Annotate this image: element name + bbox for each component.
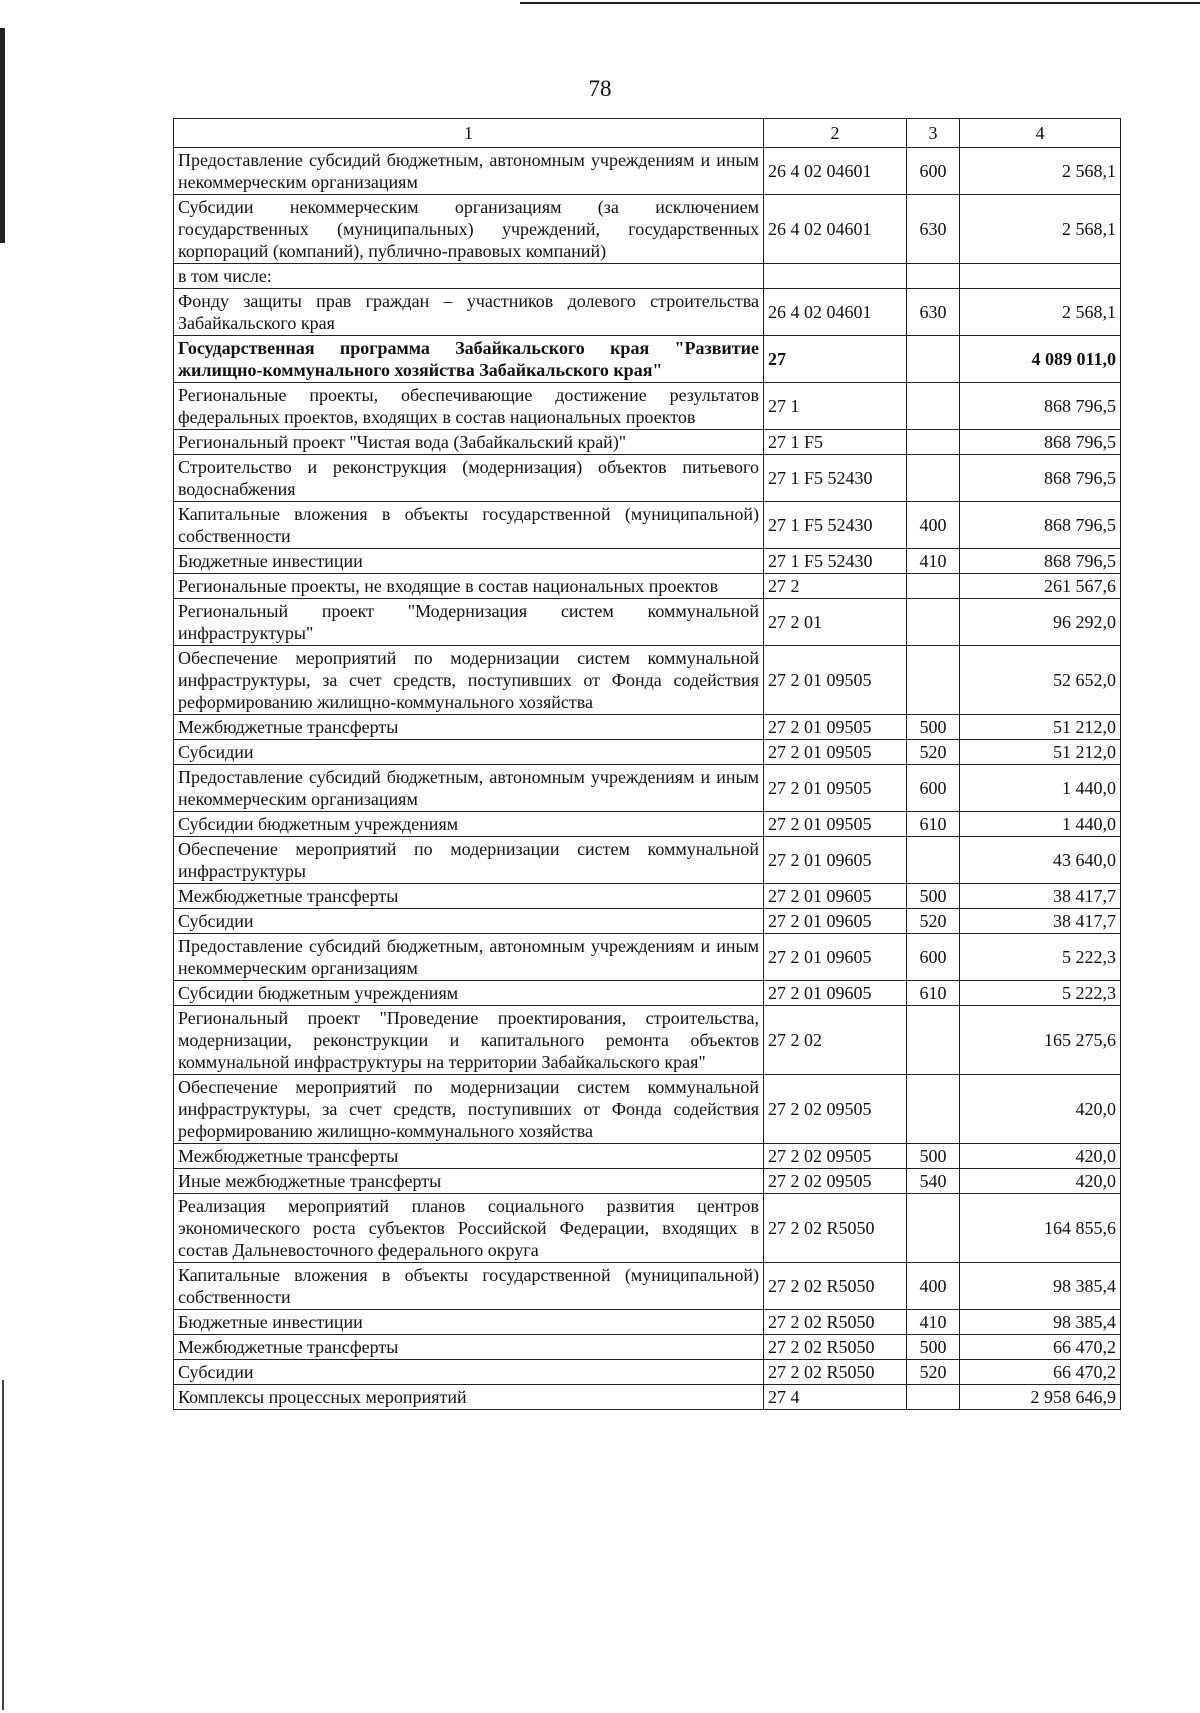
- row-amount-cell: 420,0: [960, 1169, 1121, 1194]
- row-code-cell: 27 2 01 09605: [764, 884, 907, 909]
- table-row: [174, 981, 1121, 1006]
- row-code-cell: 27 2 01 09605: [764, 934, 907, 981]
- row-code-cell: 27 2 01 09505: [764, 812, 907, 837]
- row-type-cell: 600: [907, 765, 960, 812]
- row-amount-cell: 868 796,5: [960, 549, 1121, 574]
- row-amount-cell: 2 568,1: [960, 289, 1121, 336]
- row-name-cell: Капитальные вложения в объекты государственной (муниципальной) собственности: [174, 502, 764, 549]
- row-code-cell: 27 1 F5 52430: [764, 549, 907, 574]
- row-code-cell: 27 1 F5 52430: [764, 502, 907, 549]
- budget-table-body: [174, 119, 1121, 1410]
- row-type-cell: 500: [907, 1144, 960, 1169]
- row-amount-cell: 96 292,0: [960, 599, 1121, 646]
- row-type-cell: [907, 599, 960, 646]
- table-row: [174, 289, 1121, 336]
- row-amount-cell: 164 855,6: [960, 1194, 1121, 1263]
- row-amount-cell: [960, 264, 1121, 289]
- budget-table: [173, 118, 1121, 1410]
- row-type-cell: 520: [907, 909, 960, 934]
- row-type-cell: 520: [907, 740, 960, 765]
- table-row: [174, 1310, 1121, 1335]
- row-name-cell: Комплексы процессных мероприятий: [174, 1385, 764, 1410]
- row-type-cell: 500: [907, 1335, 960, 1360]
- row-amount-cell: 51 212,0: [960, 740, 1121, 765]
- header-col-1: 1: [174, 119, 764, 148]
- row-type-cell: 610: [907, 812, 960, 837]
- row-code-cell: 27 2 01 09505: [764, 765, 907, 812]
- row-code-cell: 27: [764, 336, 907, 383]
- row-name-cell: Межбюджетные трансферты: [174, 1335, 764, 1360]
- row-amount-cell: 38 417,7: [960, 909, 1121, 934]
- row-name-cell: Региональный проект "Модернизация систем коммунальной инфраструктуры": [174, 599, 764, 646]
- table-row: [174, 430, 1121, 455]
- row-amount-cell: 165 275,6: [960, 1006, 1121, 1075]
- row-code-cell: 27 1 F5 52430: [764, 455, 907, 502]
- table-row: [174, 1360, 1121, 1385]
- row-code-cell: 27 1 F5: [764, 430, 907, 455]
- scan-top-border-line: [520, 2, 1200, 4]
- table-row: [174, 1385, 1121, 1410]
- row-name-cell: Субсидии бюджетным учреждениям: [174, 812, 764, 837]
- table-row: [174, 1075, 1121, 1144]
- table-row: [174, 837, 1121, 884]
- row-type-cell: [907, 383, 960, 430]
- table-row: [174, 1169, 1121, 1194]
- header-col-3: 3: [907, 119, 960, 148]
- row-code-cell: 27 2 02: [764, 1006, 907, 1075]
- table-row: [174, 574, 1121, 599]
- row-amount-cell: 52 652,0: [960, 646, 1121, 715]
- row-name-cell: Обеспечение мероприятий по модернизации систем коммунальной инфраструктуры: [174, 837, 764, 884]
- row-code-cell: 27 2 01 09605: [764, 837, 907, 884]
- row-type-cell: 400: [907, 1263, 960, 1310]
- table-row: [174, 599, 1121, 646]
- row-code-cell: 26 4 02 04601: [764, 289, 907, 336]
- row-amount-cell: 420,0: [960, 1075, 1121, 1144]
- row-code-cell: 27 1: [764, 383, 907, 430]
- row-type-cell: 500: [907, 884, 960, 909]
- table-row: [174, 1194, 1121, 1263]
- table-row: [174, 884, 1121, 909]
- table-row: [174, 740, 1121, 765]
- row-type-cell: 410: [907, 1310, 960, 1335]
- table-row: [174, 1263, 1121, 1310]
- row-amount-cell: 98 385,4: [960, 1310, 1121, 1335]
- table-row: [174, 148, 1121, 195]
- row-type-cell: 400: [907, 502, 960, 549]
- row-code-cell: 27 4: [764, 1385, 907, 1410]
- table-row: [174, 909, 1121, 934]
- row-name-cell: Государственная программа Забайкальского края "Развитие жилищно-коммунального хозяйства Забайкальского края": [174, 336, 764, 383]
- row-amount-cell: 66 470,2: [960, 1335, 1121, 1360]
- row-name-cell: Фонду защиты прав граждан – участников долевого строительства Забайкальского края: [174, 289, 764, 336]
- row-code-cell: 27 2 01 09505: [764, 715, 907, 740]
- row-name-cell: Субсидии бюджетным учреждениям: [174, 981, 764, 1006]
- row-amount-cell: 261 567,6: [960, 574, 1121, 599]
- table-row: [174, 715, 1121, 740]
- row-amount-cell: 4 089 011,0: [960, 336, 1121, 383]
- row-name-cell: Межбюджетные трансферты: [174, 1144, 764, 1169]
- row-amount-cell: 1 440,0: [960, 765, 1121, 812]
- row-amount-cell: 868 796,5: [960, 430, 1121, 455]
- row-name-cell: Субсидии: [174, 909, 764, 934]
- row-name-cell: Обеспечение мероприятий по модернизации систем коммунальной инфраструктуры, за счет средств, поступивших от Фонда содействия реформированию жилищно-коммунального хозяйства: [174, 1075, 764, 1144]
- row-code-cell: 27 2 01 09505: [764, 740, 907, 765]
- table-row: [174, 455, 1121, 502]
- row-name-cell: Реализация мероприятий планов социального развития центров экономического роста субъектов Российской Федерации, входящих в состав Дальневосточного федерального округа: [174, 1194, 764, 1263]
- table-row: [174, 383, 1121, 430]
- row-amount-cell: 5 222,3: [960, 981, 1121, 1006]
- table-row: [174, 549, 1121, 574]
- row-code-cell: 26 4 02 04601: [764, 148, 907, 195]
- row-name-cell: Бюджетные инвестиции: [174, 1310, 764, 1335]
- table-row: [174, 1006, 1121, 1075]
- row-amount-cell: 868 796,5: [960, 455, 1121, 502]
- row-type-cell: [907, 1075, 960, 1144]
- row-type-cell: 540: [907, 1169, 960, 1194]
- row-code-cell: 27 2 02 R5050: [764, 1263, 907, 1310]
- row-amount-cell: 868 796,5: [960, 502, 1121, 549]
- row-type-cell: [907, 1006, 960, 1075]
- row-type-cell: [907, 646, 960, 715]
- header-col-2: 2: [764, 119, 907, 148]
- row-type-cell: [907, 455, 960, 502]
- row-name-cell: Региональный проект "Проведение проектирования, строительства, модернизации, реконструкции и капитального ремонта объектов коммунальной инфраструктуры на территории Забайкальского края": [174, 1006, 764, 1075]
- table-row: [174, 765, 1121, 812]
- scan-left-edge-mark: [0, 28, 5, 243]
- table-row: [174, 502, 1121, 549]
- row-amount-cell: 2 568,1: [960, 195, 1121, 264]
- row-name-cell: Предоставление субсидий бюджетным, автономным учреждениям и иным некоммерческим организациям: [174, 765, 764, 812]
- row-code-cell: 27 2: [764, 574, 907, 599]
- row-amount-cell: 868 796,5: [960, 383, 1121, 430]
- row-amount-cell: 2 958 646,9: [960, 1385, 1121, 1410]
- row-type-cell: [907, 264, 960, 289]
- table-row: [174, 1144, 1121, 1169]
- row-amount-cell: 2 568,1: [960, 148, 1121, 195]
- row-code-cell: 27 2 02 09505: [764, 1075, 907, 1144]
- row-name-cell: Межбюджетные трансферты: [174, 715, 764, 740]
- row-type-cell: [907, 1385, 960, 1410]
- row-type-cell: 410: [907, 549, 960, 574]
- row-code-cell: 27 2 02 09505: [764, 1144, 907, 1169]
- row-type-cell: 600: [907, 148, 960, 195]
- row-code-cell: 27 2 02 R5050: [764, 1335, 907, 1360]
- header-col-4: 4: [960, 119, 1121, 148]
- row-code-cell: 26 4 02 04601: [764, 195, 907, 264]
- row-type-cell: [907, 430, 960, 455]
- row-name-cell: в том числе:: [174, 264, 764, 289]
- row-code-cell: 27 2 02 R5050: [764, 1194, 907, 1263]
- table-row: [174, 812, 1121, 837]
- table-row: [174, 646, 1121, 715]
- row-amount-cell: 38 417,7: [960, 884, 1121, 909]
- row-code-cell: [764, 264, 907, 289]
- row-name-cell: Субсидии некоммерческим организациям (за исключением государственных (муниципальных) учреждений, государственных корпораций (компаний), публично-правовых компаний): [174, 195, 764, 264]
- row-amount-cell: 43 640,0: [960, 837, 1121, 884]
- row-name-cell: Региональный проект "Чистая вода (Забайкальский край)": [174, 430, 764, 455]
- row-name-cell: Предоставление субсидий бюджетным, автономным учреждениям и иным некоммерческим организациям: [174, 148, 764, 195]
- row-code-cell: 27 2 01 09605: [764, 981, 907, 1006]
- page-number: 78: [588, 76, 612, 101]
- row-amount-cell: 98 385,4: [960, 1263, 1121, 1310]
- row-code-cell: 27 2 01 09605: [764, 909, 907, 934]
- row-name-cell: Обеспечение мероприятий по модернизации систем коммунальной инфраструктуры, за счет средств, поступивших от Фонда содействия реформированию жилищно-коммунального хозяйства: [174, 646, 764, 715]
- row-type-cell: [907, 837, 960, 884]
- row-amount-cell: 51 212,0: [960, 715, 1121, 740]
- row-amount-cell: 5 222,3: [960, 934, 1121, 981]
- row-amount-cell: 420,0: [960, 1144, 1121, 1169]
- row-name-cell: Предоставление субсидий бюджетным, автономным учреждениям и иным некоммерческим организациям: [174, 934, 764, 981]
- table-row: [174, 934, 1121, 981]
- row-code-cell: 27 2 02 09505: [764, 1169, 907, 1194]
- row-name-cell: Иные межбюджетные трансферты: [174, 1169, 764, 1194]
- row-type-cell: 600: [907, 934, 960, 981]
- row-type-cell: [907, 1194, 960, 1263]
- table-row: [174, 264, 1121, 289]
- row-name-cell: Межбюджетные трансферты: [174, 884, 764, 909]
- row-amount-cell: 1 440,0: [960, 812, 1121, 837]
- table-row: [174, 195, 1121, 264]
- row-type-cell: [907, 336, 960, 383]
- row-type-cell: 500: [907, 715, 960, 740]
- row-type-cell: 630: [907, 289, 960, 336]
- row-type-cell: 520: [907, 1360, 960, 1385]
- row-name-cell: Капитальные вложения в объекты государственной (муниципальной) собственности: [174, 1263, 764, 1310]
- row-amount-cell: 66 470,2: [960, 1360, 1121, 1385]
- table-header-row: [174, 119, 1121, 148]
- table-row: [174, 1335, 1121, 1360]
- row-code-cell: 27 2 02 R5050: [764, 1360, 907, 1385]
- row-name-cell: Субсидии: [174, 1360, 764, 1385]
- row-name-cell: Строительство и реконструкция (модернизация) объектов питьевого водоснабжения: [174, 455, 764, 502]
- row-name-cell: Региональные проекты, обеспечивающие достижение результатов федеральных проектов, входящих в состав национальных проектов: [174, 383, 764, 430]
- table-row: [174, 336, 1121, 383]
- row-name-cell: Бюджетные инвестиции: [174, 549, 764, 574]
- row-type-cell: 610: [907, 981, 960, 1006]
- row-name-cell: Региональные проекты, не входящие в состав национальных проектов: [174, 574, 764, 599]
- row-code-cell: 27 2 01: [764, 599, 907, 646]
- scan-left-edge-mark-lower: [2, 1380, 4, 1710]
- row-code-cell: 27 2 02 R5050: [764, 1310, 907, 1335]
- row-code-cell: 27 2 01 09505: [764, 646, 907, 715]
- row-name-cell: Субсидии: [174, 740, 764, 765]
- row-type-cell: 630: [907, 195, 960, 264]
- row-type-cell: [907, 574, 960, 599]
